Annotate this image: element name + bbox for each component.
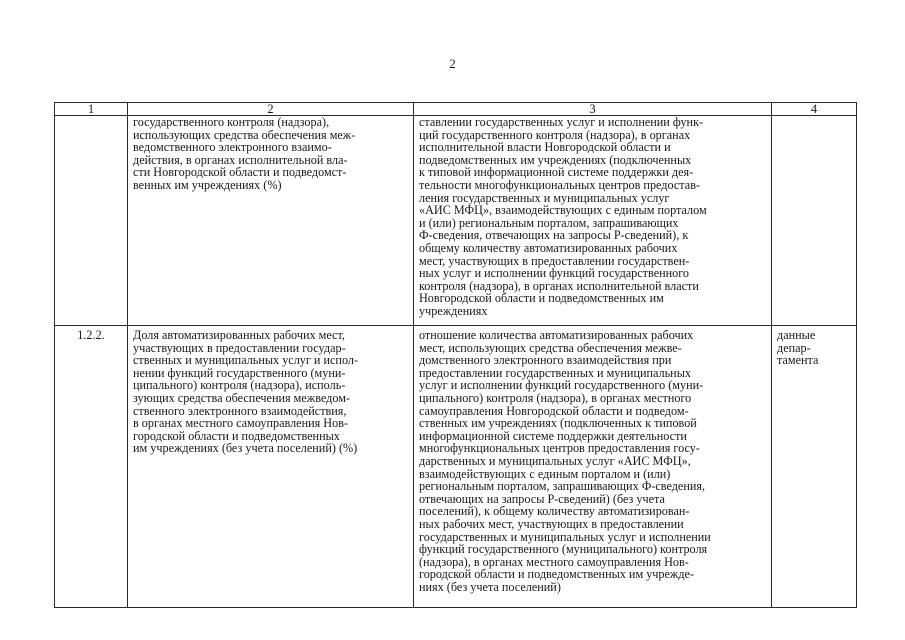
indicator-text: Доля автоматизированных рабочих мест, участвующих в предоставлении государ- ственных и муниципальных услуг и испол- нении функций государственного (муни- ципального) контроля (надзора), исполь- зующих средства обеспечения межведом- ственного электронного взаимодействия, в органах местного самоуправления Нов- городской области и подведомственных им учреждениях (без учета поселений) (%) <box>133 328 359 456</box>
indicator-text: государственного контроля (надзора), использующих средства обеспечения меж- ведомственного электронного взаимо- действия, в органах исполнительной вла- сти Новгородской области и подведомст- венных им учреждениях (%) <box>133 115 356 192</box>
row-number-cell <box>55 116 128 326</box>
indicator-cell <box>128 326 414 608</box>
row-number-cell <box>55 326 128 608</box>
table-header-row <box>55 103 857 116</box>
table-row <box>55 326 857 608</box>
row-number: 1.2.2. <box>77 328 105 342</box>
page-number: 2 <box>449 56 456 71</box>
method-cell <box>414 326 772 608</box>
table-row <box>55 116 857 326</box>
header-cell-3: 3 <box>414 103 772 116</box>
source-cell <box>772 326 857 608</box>
source-cell <box>772 116 857 326</box>
method-text: отношение количества автоматизированных рабочих мест, использующих средства обеспечения межве- домственного электронного взаимодействия при предоставлении государственных и муниципальных услуг и исполнении функций государственного (муни- ципального) контроля (надзора), в органах местного самоуправления Новгородской области и подведом- ственных им учреждениях (подключенных к типовой информационной системе поддержки деятельности многофункциональных центров предоставления госу- дарственных и муниципальных услуг «АИС МФЦ», взаимодействующих с единым порталом и (или) региональным порталом, запрашивающих Ф-сведения, отвечающих на запросы Р-сведений) (без учета поселений), к общему количеству автоматизирован- ных рабочих мест, участвующих в предоставлении государственных и муниципальных услуг и исполнении функций государственного (муниципального) контроля (надзора), в органах местного самоуправления Нов- городской области и подведомственных им учрежде- ниях (без учета поселений) <box>419 328 711 594</box>
method-text: ставлении государственных услуг и исполнении функ- ций государственного контроля (надзора), в органах исполнительной власти Новгородской области и подведомственных им учреждениях (подключенных к типовой информационной системе поддержки дея- тельности многофункциональных центров предостав- ления государственных и муниципальных услуг «АИС МФЦ», взаимодействующих с единым порталом и (или) региональным порталом, запрашивающих Ф-сведения, отвечающих на запросы Р-сведений), к общему количеству автоматизированных рабочих мест, участвующих в предоставлении государствен- ных услуг и исполнении функций государственного контроля (надзора), в органах исполнительной власти Новгородской области и подведомственных им учреждениях <box>419 115 707 318</box>
indicator-cell <box>128 116 414 326</box>
indicators-table <box>54 102 857 608</box>
header-cell-1: 1 <box>55 103 128 116</box>
method-cell <box>414 116 772 326</box>
header-cell-2: 2 <box>128 103 414 116</box>
header-cell-4: 4 <box>772 103 857 116</box>
source-text: данные депар- тамента <box>777 328 819 368</box>
